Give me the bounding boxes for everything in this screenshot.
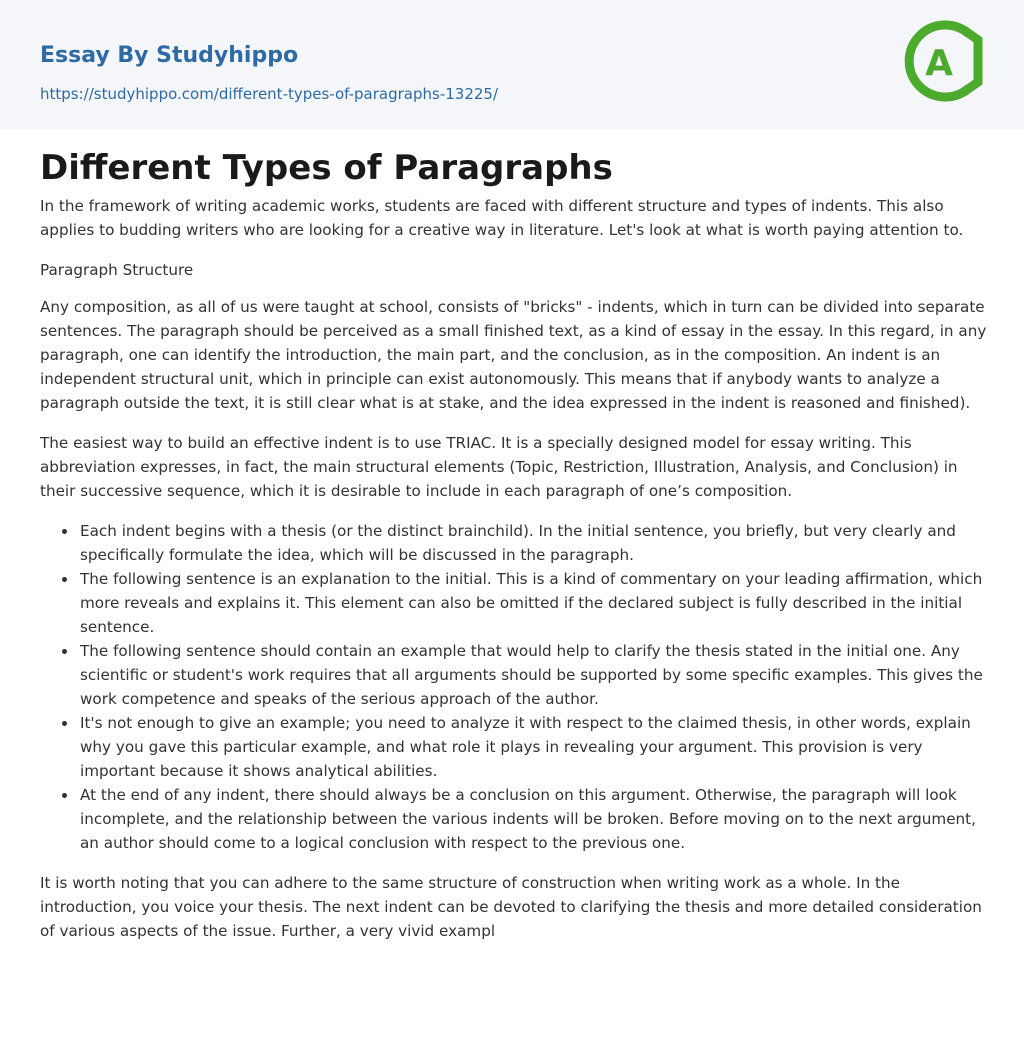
bullet-icon	[62, 721, 67, 726]
bullet-icon	[62, 577, 67, 582]
list-item-text: At the end of any indent, there should always be a conclusion on this argument. Otherwise, the paragraph will look incomplete, and the relationship between the various indents will be broken. Before moving on to the next argument, an author should come to a logical conclusion with respect to the previous one.	[80, 786, 976, 852]
bullet-icon	[62, 529, 67, 534]
article-content	[40, 146, 988, 959]
body-paragraph-3: It is worth noting that you can adhere to the same structure of construction when writing work as a whole. In the introduction, you voice your thesis. The next indent can be devoted to clarifying the thesis and more detailed consideration of various aspects of the issue. Further, a very vivid exampl	[40, 874, 982, 940]
site-header	[0, 0, 1024, 129]
list-item-text: Each indent begins with a thesis (or the distinct brainchild). In the initial sentence, you briefly, but very clearly and specifically formulate the idea, which will be discussed in the paragraph.	[80, 522, 956, 564]
studyhippo-logo-icon[interactable]	[898, 16, 988, 106]
list-item	[40, 567, 988, 639]
list-item	[40, 711, 988, 783]
body-paragraph-1: Any composition, as all of us were taught at school, consists of "bricks" - indents, which in turn can be divided into separate sentences. The paragraph should be perceived as a small finished text, as a kind of essay in the essay. In this regard, in any paragraph, one can identify the introduction, the main part, and the conclusion, as in the composition. An indent is an independent structural unit, which in principle can exist autonomously. This means that if anybody wants to analyze a paragraph outside the text, it is still clear what is at stake, and the idea expressed in the indent is reasoned and finished).	[40, 298, 987, 412]
list-item	[40, 519, 988, 567]
list-item	[40, 639, 988, 711]
intro-paragraph: In the framework of writing academic works, students are faced with different structure and types of indents. This also applies to budding writers who are looking for a creative way in literature. Let's look at what is worth paying attention to.	[40, 197, 964, 239]
section-subheading: Paragraph Structure	[40, 261, 194, 279]
triac-list	[40, 519, 988, 855]
list-item-text: It's not enough to give an example; you need to analyze it with respect to the claimed thesis, in other words, explain why you gave this particular example, and what role it plays in revealing your argument. This provision is very important because it shows analytical abilities.	[80, 714, 971, 780]
logo-letter: A	[925, 43, 953, 84]
bullet-icon	[62, 793, 67, 798]
bullet-icon	[62, 649, 67, 654]
list-item	[40, 783, 988, 855]
article-url-link[interactable]: https://studyhippo.com/different-types-of-paragraphs-13225/	[40, 85, 499, 103]
list-item-text: The following sentence is an explanation to the initial. This is a kind of commentary on your leading affirmation, which more reveals and explains it. This element can also be omitted if the declared subject is fully described in the initial sentence.	[80, 570, 983, 636]
list-item-text: The following sentence should contain an example that would help to clarify the thesis stated in the initial one. Any scientific or student's work requires that all arguments should be supported by some specific examples. This gives the work competence and speaks of the serious approach of the author.	[80, 642, 983, 708]
page-title: Different Types of Paragraphs	[40, 148, 613, 188]
site-title[interactable]: Essay By Studyhippo	[40, 43, 299, 68]
body-paragraph-2: The easiest way to build an effective indent is to use TRIAC. It is a specially designed model for essay writing. This abbreviation expresses, in fact, the main structural elements (Topic, Restriction, Illustration, Analysis, and Conclusion) in their successive sequence, which it is desirable to include in each paragraph of one’s composition.	[40, 434, 958, 500]
